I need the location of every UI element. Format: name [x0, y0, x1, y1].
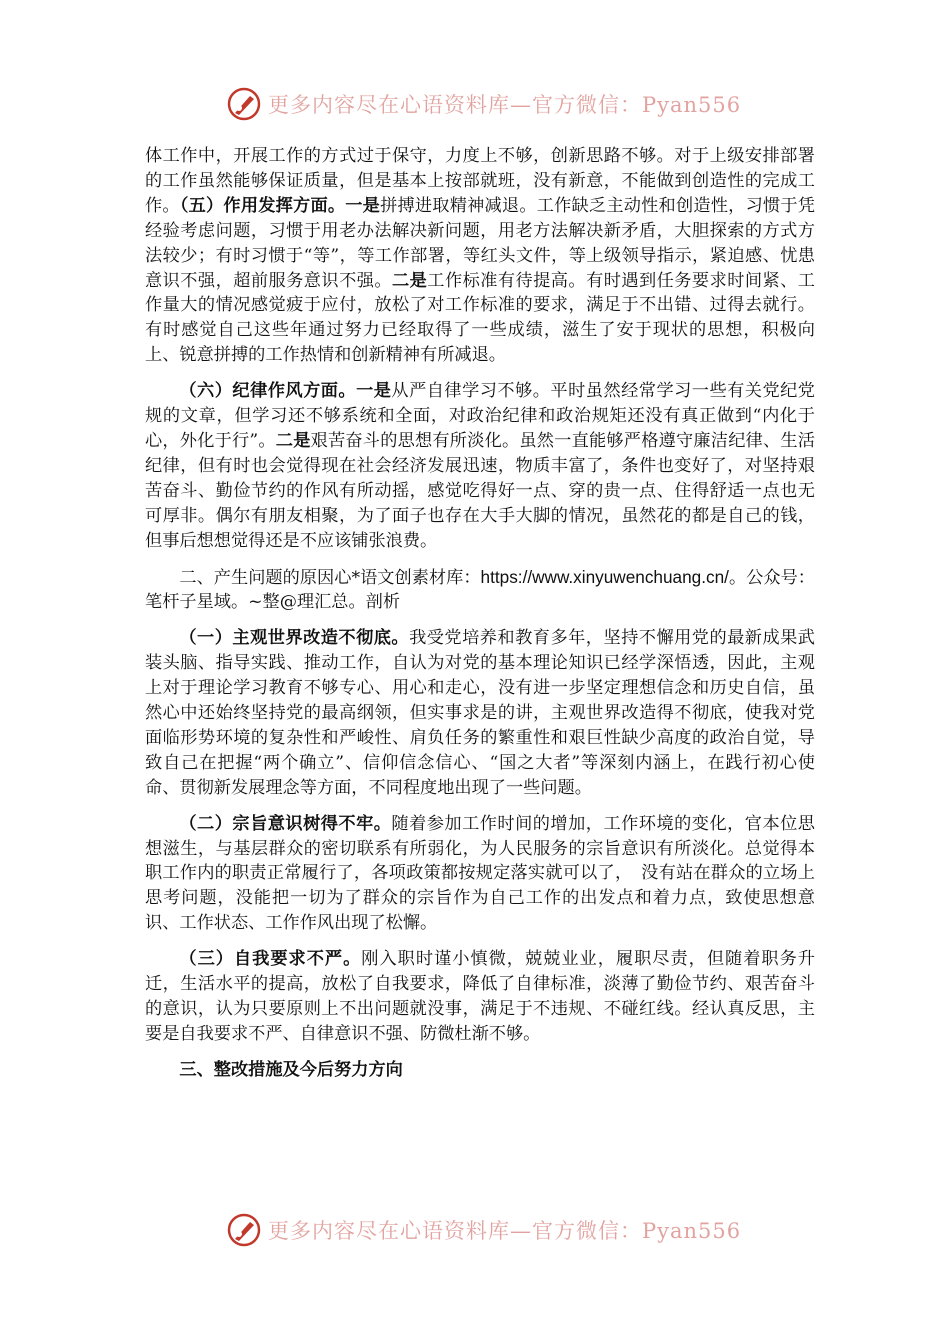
bold-heading: （一）主观世界改造不彻底。	[179, 628, 410, 649]
paragraph	[145, 565, 815, 616]
footer-banner	[226, 1210, 746, 1250]
paragraph	[145, 144, 815, 368]
pen-circle-logo-icon	[226, 86, 262, 122]
text: 随着参加工作时间的增加，工作环境的变化，官本位思想滋生，与基层群众的密切联系有所弱化，为人民服务的宗旨意识有所淡化。总觉得本职工作内的职责正常履行了，各项政策都按规定落实就可以了， 没有站在群众的立场上思考问题，没能把一切为了群众的宗旨作为自己工作的出发点和着力点，致使思想意识、工作状态、工作作风出现了松懈。	[145, 813, 815, 934]
paragraph	[145, 947, 815, 1047]
text: 二、产生问题的原因心*语文创素材库：	[179, 567, 481, 588]
banner-text: 更多内容尽在心语资料库—官方微信：Pyan556	[268, 93, 742, 117]
text: 体工作中，开展工作的方式过于保守，力度上不够，创新思路不够。对于上级安排部署的工作虽然能够保证质量，但是基本上按部就班，没有新意，不能做到创造性的完成工作。	[145, 146, 815, 216]
text: 从严自律学习不够。平时虽然经常学习一些有关党纪党规的文章，但学习还不够系统和全面，对政治纪律和政治规矩还没有真正做到“内化于心，外化于行”。	[145, 381, 815, 451]
bold-marker: 二是	[392, 270, 428, 291]
bold-heading: （五）作用发挥方面。一是	[179, 195, 381, 216]
bold-marker: 二是	[275, 430, 311, 451]
text: 刚入职时谨小慎微，兢兢业业，履职尽责，但随着职务升迁，生活水平的提高，放松了自我要求，降低了自律标准，淡薄了勤俭节约、艰苦奋斗的意识，认为只要原则上不出问题就没事，满足于不违规、不碰红线。经认真反思，主要是自我要求不严、自律意识不强、防微杜渐不够。	[145, 949, 815, 1044]
paragraph	[145, 379, 815, 553]
bold-heading: （六）纪律作风方面。一是	[179, 381, 392, 402]
bold-heading: （二）宗旨意识树得不牢。	[179, 813, 392, 834]
url-text[interactable]: https://www.xinyuwenchuang.cn/	[480, 566, 729, 587]
banner-text: 更多内容尽在心语资料库—官方微信：Pyan556	[268, 1219, 742, 1243]
text: 我受党培养和教育多年，坚持不懈用党的最新成果武装头脑、指导实践、推动工作，自认为对党的基本理论知识已经学深悟透，因此，主观上对于理论学习教育不够专心、用心和走心，没有进一步坚定理想信念和历史自信，虽然心中还始终坚持党的最高纲领，但实事求是的讲，主观世界改造得不彻底，使我对党面临形势环境的复杂性和严峻性、肩负任务的繁重性和艰巨性缺少高度的政治自觉，导致自己在把握“两个确立”、信仰信念信心、“国之大者”等深刻内涵上，在践行初心使命、贯彻新发展理念等方面，不同程度地出现了一些问题。	[145, 628, 815, 798]
header-banner	[226, 84, 746, 124]
text: 艰苦奋斗的思想有所淡化。虽然一直能够严格遵守廉洁纪律、生活纪律，但有时也会觉得现在社会经济发展迅速，物质丰富了，条件也变好了，对坚持艰苦奋斗、勤俭节约的作风有所动摇，感觉吃得好一点、穿的贵一点、住得舒适一点也无可厚非。偶尔有朋友相聚，为了面子也存在大手大脚的情况，虽然花的都是自己的钱，但事后想想觉得还是不应该铺张浪费。	[145, 430, 815, 551]
text: 。公众号：笔杆子星域。~整@理汇总。剖析	[145, 567, 815, 613]
bold-heading: （三）自我要求不严。	[179, 949, 362, 970]
text: 拼搏进取精神减退。工作缺乏主动性和创造性，习惯于凭经验考虑问题，习惯于用老办法解决新问题，用老方法解决新矛盾，大胆探索的方式方法较少；有时习惯于“等”，等工作部署，等红头文件，等上级领导指示，紧迫感、忧患意识不强，超前服务意识不强。	[145, 195, 815, 291]
section-heading: 三、整改措施及今后努力方向	[179, 1059, 403, 1080]
paragraph	[145, 626, 815, 800]
text: 工作标准有待提高。有时遇到任务要求时间紧、工作量大的情况感觉疲于应付，放松了对工作标准的要求，满足于不出错、过得去就行。有时感觉自己这些年通过努力已经取得了一些成绩，滋生了安于现状的思想，积极向上、锐意拼搏的工作热情和创新精神有所减退。	[145, 270, 815, 366]
paragraph	[145, 812, 815, 937]
document-body	[145, 144, 815, 1094]
pen-circle-logo-icon	[226, 1212, 262, 1248]
